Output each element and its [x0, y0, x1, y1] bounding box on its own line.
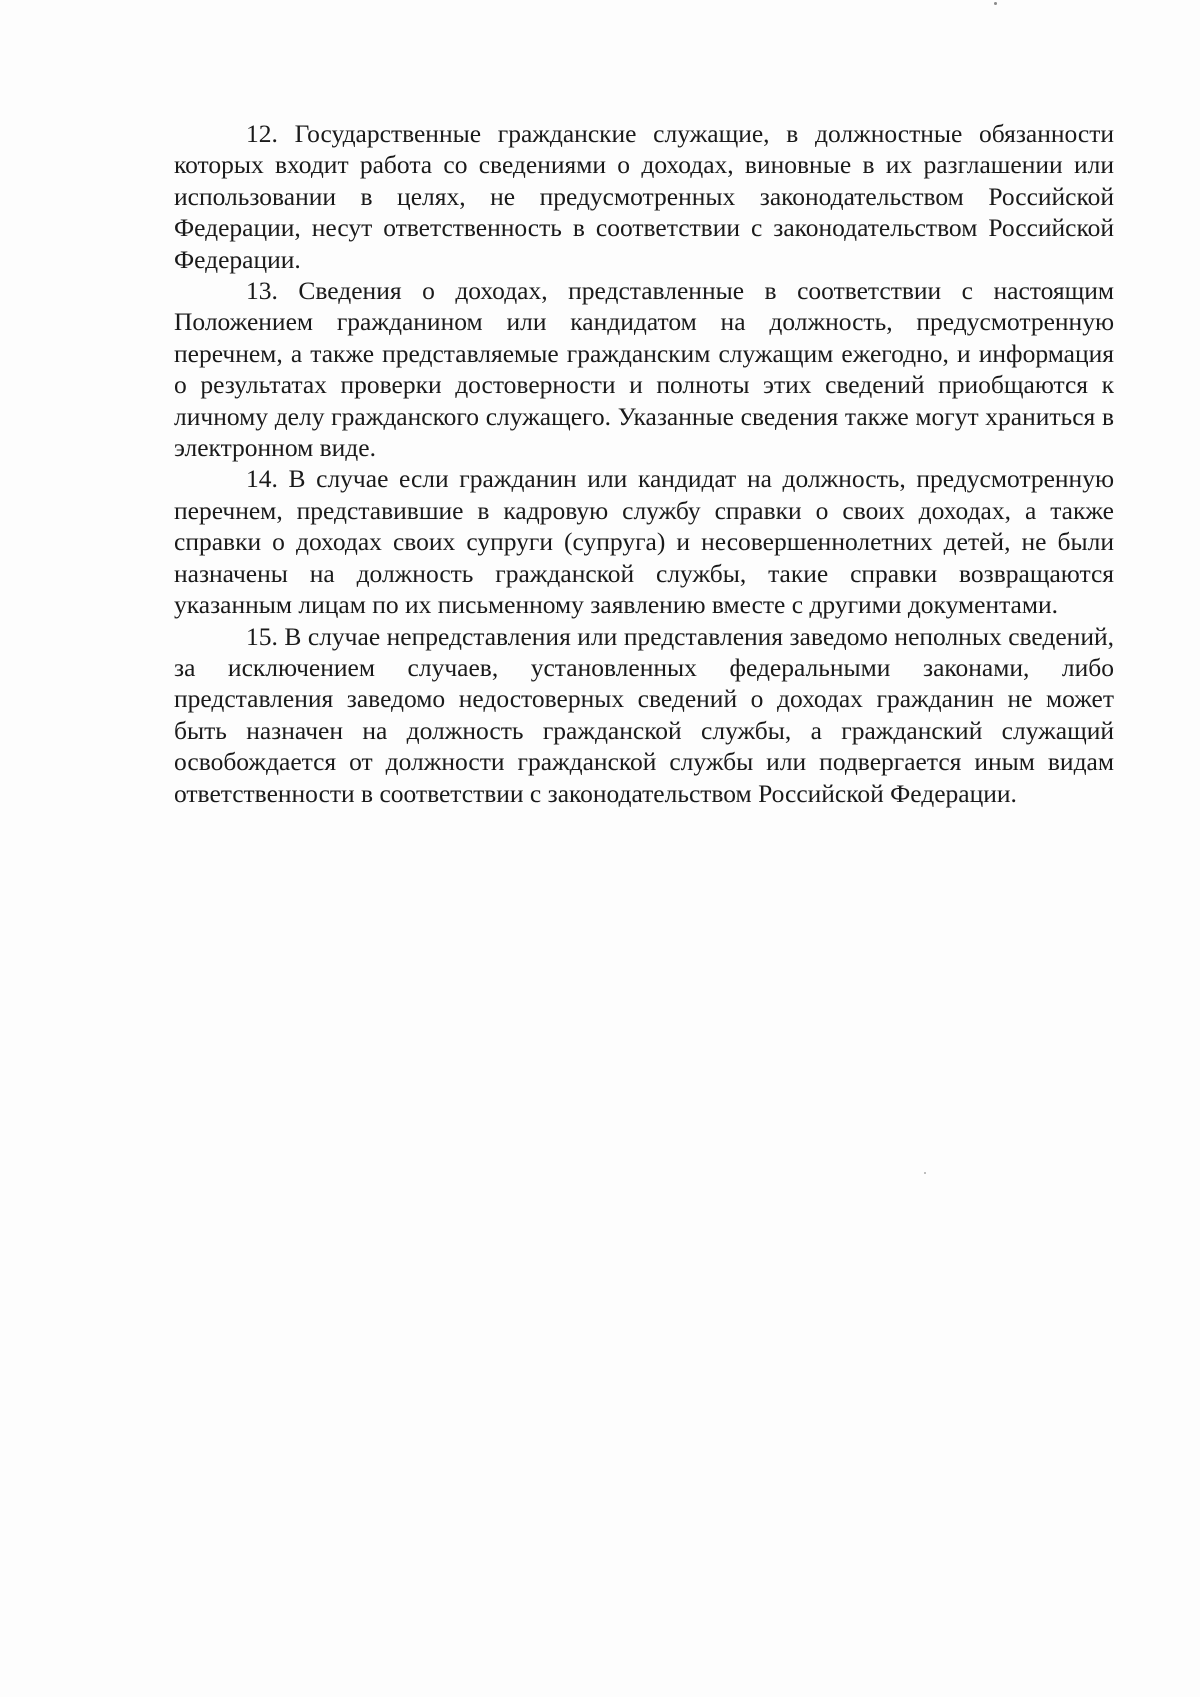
paragraph-12: 12. Государственные гражданские служащие, в должностные обязанности которых входит работа со сведениями о доходах, виновные в их разглашении или использовании в целях, не предусмотренных законодательством Российской Федерации, несут ответственность в соответствии с законодательством Российской Федерации. [174, 119, 1114, 274]
paragraph-15: 15. В случае непредставления или представления заведомо неполных сведений, за исключением случаев, установленных федеральными законами, либо представления заведомо недостоверных сведений о доходах гражданин не может быть назначен на должность гражданской службы, а гражданский служащий освобождается от должности гражданской службы или подвергается иным видам ответственности в соответствии с законодательством Российской Федерации. [174, 621, 1114, 808]
scan-speck [924, 1172, 926, 1174]
paragraph-14: 14. В случае если гражданин или кандидат на должность, предусмотренную перечнем, представившие в кадровую службу справки о своих доходах, а также справки о доходах своих супруги (супруга) и несовершеннолетних детей, не были назначены на должность гражданской службы, такие справки возвращаются указанным лицам по их письменному заявлению вместе с другими документами. [174, 464, 1114, 620]
paragraph-13: 13. Сведения о доходах, представленные в соответствии с настоящим Положением гражданином или кандидатом на должность, предусмотренную перечнем, а также представляемые гражданским служащим ежегодно, и информация о результатах проверки достоверности и полноты этих сведений приобщаются к личному делу гражданского служащего. Указанные сведения также могут храниться в электронном виде. [174, 276, 1114, 463]
document-body [174, 118, 1114, 809]
scan-speck [994, 2, 997, 5]
